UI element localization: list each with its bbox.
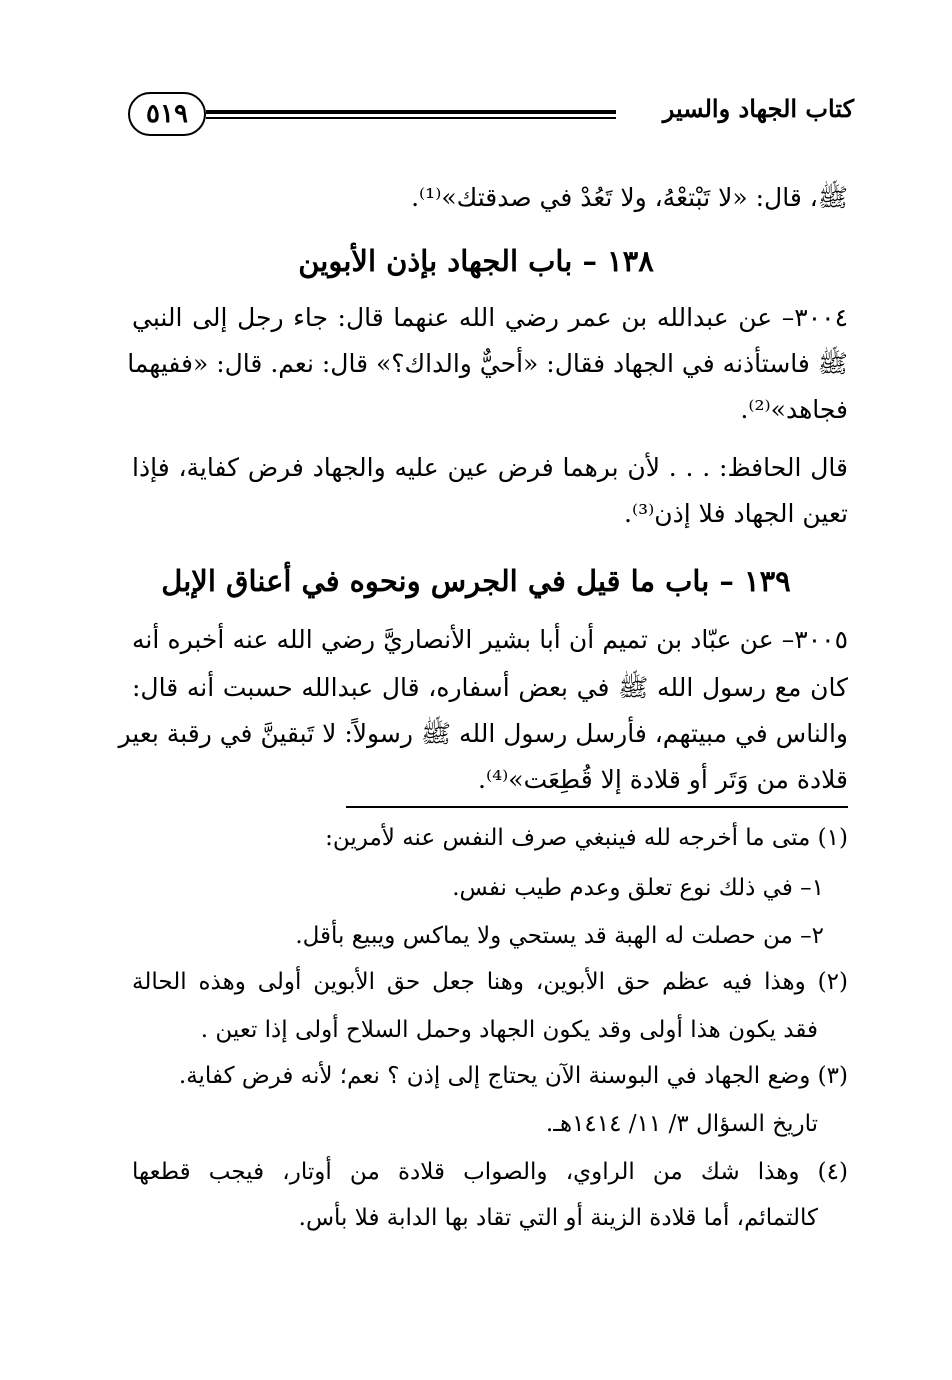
footnote-1-line-3: ٢– من حصلت له الهبة قد يستحي ولا يماكس ويبيع بأقل. [295,923,824,949]
text-line-3: ﷺ فاستأذنه في الجهاد فقال: «أحيٌّ والداك؟» قال: نعم. قال: «ففيهما [127,349,848,378]
footnote-2-line-2: فقد يكون هذا أولى وقد يكون الجهاد وحمل السلاح أولى إذا تعين . [200,1017,818,1043]
footnote-1-line-1: (١) متى ما أخرجه لله فينبغي صرف النفس عنه لأمرين: [325,825,848,851]
book-title: كتاب الجهاد والسير [662,94,854,123]
footnote-4-line-2: كالتمائم، أما قلادة الزينة أو التي تقاد بها الدابة فلا بأس. [298,1205,818,1231]
chapter-heading-139: ١٣٩ – باب ما قيل في الجرس ونحوه في أعناق الإبل [161,564,791,598]
text-line-1: ﷺ، قال: «لا تَبْتعْهُ، ولا تَعُدْ في صدقتك»⁽¹⁾. [411,183,848,212]
text-line-7: ٣٠٠٥– عن عبّاد بن تميم أن أبا بشير الأنصاريَّ رضي الله عنه أخبره أنه [132,625,848,654]
text-line-10: قلادة من وَتَر أو قلادة إلا قُطِعَت»⁽⁴⁾. [478,765,848,794]
chapter-heading-138: ١٣٨ – باب الجهاد بإذن الأبوين [298,244,654,278]
text-line-2: ٣٠٠٤– عن عبدالله بن عمر رضي الله عنهما قال: جاء رجل إلى النبي [132,303,848,332]
footnote-4-line-1: (٤) وهذا شك من الراوي، والصواب قلادة من أوتار، فيجب قطعها [132,1159,848,1185]
page-number: ٥١٩ [128,92,206,136]
text-line-9: والناس في مبيتهم، فأرسل رسول الله ﷺ رسولاً: لا تَبقينَّ في رقبة بعير [118,719,848,748]
footnote-3-line-1: (٣) وضع الجهاد في البوسنة الآن يحتاج إلى إذن ؟ نعم؛ لأنه فرض كفاية. [178,1063,848,1089]
text-line-5: قال الحافظ: . . . لأن برهما فرض عين عليه والجهاد فرض كفاية، فإذا [132,453,848,482]
footnote-separator [346,806,848,808]
footnote-2-line-1: (٢) وهذا فيه عظم حق الأبوين، وهنا جعل حق الأبوين أولى وهذه الحالة [132,969,848,995]
header-rule-thin [206,117,616,119]
footnote-3-line-2: تاريخ السؤال ٣/ ١١/ ١٤١٤هـ. [545,1111,818,1137]
page-header [128,92,854,142]
text-line-6: تعين الجهاد فلا إذن⁽³⁾. [624,499,848,528]
header-rule-thick [206,110,616,114]
text-line-8: كان مع رسول الله ﷺ في بعض أسفاره، قال عبدالله حسبت أنه قال: [132,673,848,702]
footnote-1-line-2: ١– في ذلك نوع تعلق وعدم طيب نفس. [452,875,824,901]
text-line-4: فجاهد»⁽²⁾. [740,395,848,424]
